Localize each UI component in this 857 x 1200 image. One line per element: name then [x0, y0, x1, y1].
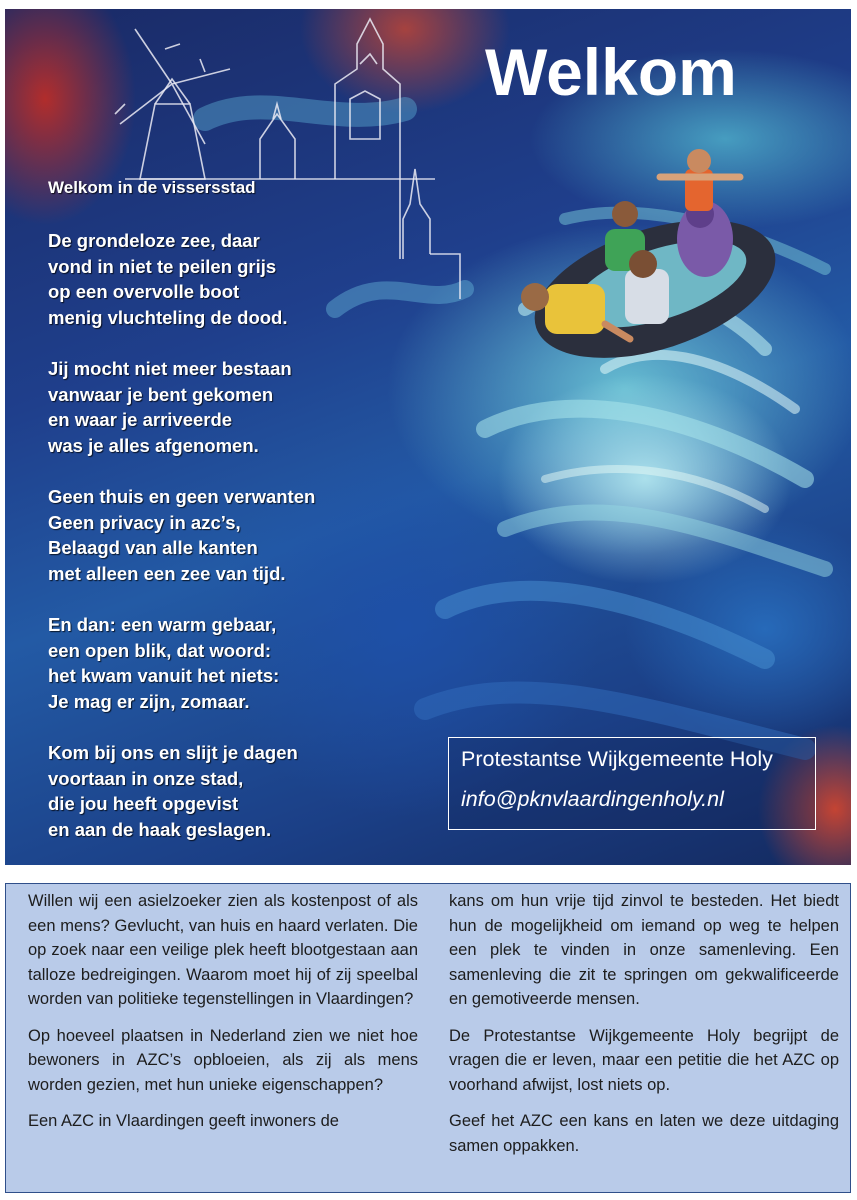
poem-line: Geen privacy in azc’s, [48, 511, 241, 533]
poem-line: Je mag er zijn, zomaar. [48, 690, 250, 712]
poem-line: die jou heeft opgevist [48, 793, 239, 814]
article-paragraph: Een AZC in Vlaardingen geeft inwoners de [28, 1112, 339, 1130]
article-paragraph: Geef het AZC een kans en laten we deze uitdaging samen oppakken. [449, 1112, 839, 1155]
poem-line: met alleen een zee van tijd. [48, 562, 286, 584]
contact-email-link[interactable]: info@pknvlaardingenholy.nl [461, 787, 724, 811]
poem-line: en aan de haak geslagen. [48, 818, 272, 840]
article-paragraph: De Protestantse Wijkgemeente Holy begrijpt de vragen die er leven, maar een petitie die het AZC op voorhand afwijst, lost niets op. [449, 1026, 839, 1094]
poem-line: vond in niet te peilen grijs [48, 255, 277, 277]
article-paragraph: kans om hun vrije tijd zinvol te besteden. Het biedt hun de mogelijkheid om iemand op weg te helpen een plek te vinden in onze samenleving. Een samenleving die zit te springen om gekwalificeerde en gemotiveerde mensen. [449, 892, 839, 1008]
poem-stanza [48, 356, 448, 458]
poem-line: het kwam vanuit het niets: [48, 665, 280, 686]
poem-line: een open blik, dat woord: [48, 639, 272, 661]
poem-line: Jij mocht niet meer bestaan [48, 358, 292, 379]
poem-line: was je alles afgenomen. [48, 434, 259, 456]
poem-line: Kom bij ons en slijt je dagen [48, 742, 298, 763]
poem-stanza [48, 740, 448, 842]
poem-line: Geen thuis en geen verwanten [48, 486, 316, 507]
poem-line: voortaan in onze stad, [48, 767, 244, 789]
poem-stanza [48, 228, 448, 330]
poem-title: Welkom in de vissersstad [48, 178, 256, 197]
poem-line: De grondeloze zee, daar [48, 230, 260, 251]
poster-title: Welkom [485, 35, 737, 109]
poem-line: En dan: een warm gebaar, [48, 614, 277, 635]
article-column-left [28, 889, 418, 1146]
article-paragraph: Willen wij een asielzoeker zien als kostenpost of als een mens? Gevlucht, van huis en haard verlaten. Die op zoek naar een veilige plek heeft blootgestaan aan talloze bedreigingen. Waarom moet hij of zij speelbal worden van politieke tegenstellingen in Vlaardingen? [28, 892, 418, 1008]
poem-line: en waar je arriveerde [48, 409, 233, 430]
article-paragraph: Op hoeveel plaatsen in Nederland zien we niet hoe bewoners in AZC’s opbloeien, als zij als mens worden gezien, met hun unieke eigenschappen? [28, 1026, 418, 1094]
contact-organization: Protestantse Wijkgemeente Holy [461, 747, 773, 771]
poem-stanza [48, 484, 448, 586]
poem-line: menig vluchteling de dood. [48, 306, 288, 328]
article-column-right [449, 889, 839, 1170]
poem-line: op een overvolle boot [48, 281, 240, 302]
poem-stanza [48, 612, 448, 714]
article-panel [5, 883, 851, 1193]
boat-illustration [510, 139, 800, 379]
poem-line: vanwaar je bent gekomen [48, 383, 274, 405]
contact-box [448, 737, 816, 830]
poem-line: Belaagd van alle kanten [48, 537, 258, 558]
poem [48, 178, 448, 865]
poster [5, 9, 851, 865]
